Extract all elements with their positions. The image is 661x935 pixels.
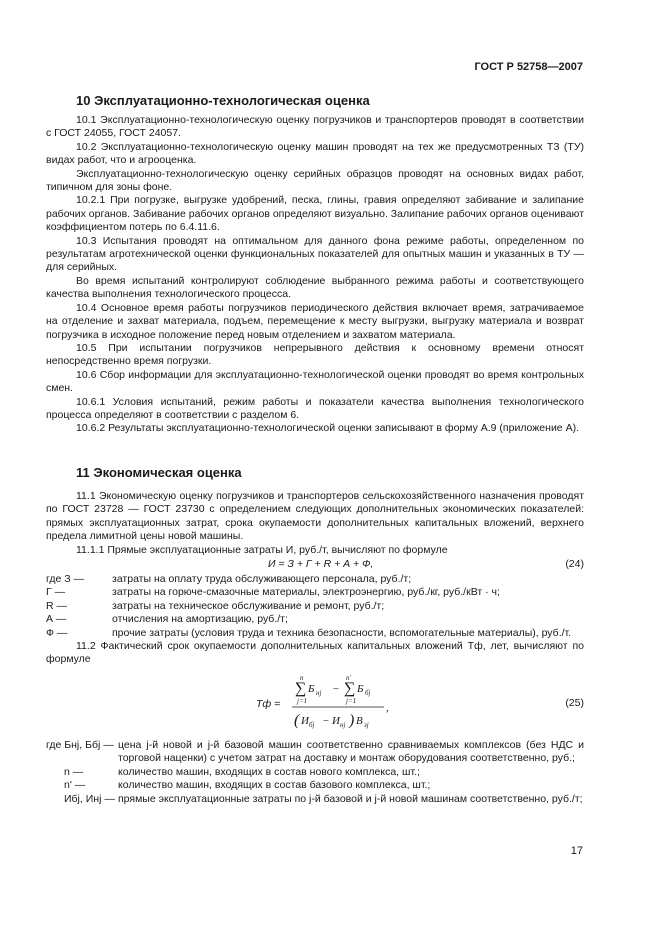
svg-text:j=1: j=1 [297,696,308,705]
section-10-title: 10 Эксплуатационно-технологическая оценка [76,93,370,108]
svg-text:j=1: j=1 [346,696,357,705]
equation-24 [46,557,584,573]
glossary-1 [46,573,584,640]
svg-text:n: n [300,673,304,682]
svg-text:Б: Б [357,682,364,695]
equation-number: (24) [565,558,584,571]
paragraph: 10.2.1 При погрузке, выгрузке удобрений, песка, глины, гравия определяют забивание и залипание рабочих органов. Забивание рабочих органов определяют визуально. Залипание рабочих органов оценивают коэффициентом потерь по 6.4.11.6. [46,194,584,234]
paragraph: 11.1.1 Прямые эксплуатационные затраты И, руб./т, вычисляют по формуле [76,543,448,556]
glossary-item: Ф — прочие затраты (условия труда и техника безопасности, вспомогательные материалы), руб./т. [46,626,572,639]
glossary-2 [46,739,584,806]
svg-text:В: В [356,714,363,727]
section-11-title: 11 Экономическая оценка [76,465,242,480]
svg-text:): ) [349,711,355,729]
section-11-body [46,490,584,806]
page-number: 17 [570,845,583,857]
paragraph: 11.2 Фактический срок окупаемости дополнительных капитальных вложений Tф, лет, вычисляют по формуле [46,640,584,666]
svg-text:Б: Б [308,682,315,695]
svg-text:бj: бj [309,720,315,729]
paragraph: 10.6 Сбор информации для эксплуатационно-технологической оценки проводят во время контрольных смен. [46,368,584,395]
paragraph: Эксплуатационно-технологическую оценку серийных образцов проводят на основных видах работ, типичном для зоны фоне. [46,167,584,194]
glossary-item: Ибj, Инj — прямые эксплуатационные затраты по j-й базовой и j-й новой машинам соответственно, руб./т; [64,792,583,805]
equation-number: (25) [565,696,584,709]
running-header: ГОСТ Р 52758—2007 [474,61,583,73]
svg-text:,: , [386,701,389,714]
glossary-item: Г — затраты на горюче-смазочные материалы, электроэнергию, руб./кг, руб./кВт · ч; [46,586,500,599]
svg-text:∑: ∑ [295,679,307,697]
glossary-item: где Бнj, Ббj — цена j-й новой и j-й базовой машин соответственно сравниваемых комплексов (без НДС и торговой наценки) с учетом затрат на доставку и монтаж оборудования соответственно, руб.; [46,738,584,765]
svg-text:зj: зj [364,720,369,729]
paragraph: 10.6.2 Результаты эксплуатационно-технологической оценки записывают в форму А.9 (приложение А). [76,422,579,435]
fraction-formula [256,671,436,737]
svg-text:нj: нj [340,720,346,729]
equation-25 [46,671,584,737]
svg-text:−: − [332,682,340,695]
glossary-item: n — количество машин, входящих в состав нового комплекса, шт.; [64,765,420,778]
glossary-item: n' — количество машин, входящих в состав базового комплекса, шт.; [64,779,431,792]
glossary-item: А — отчисления на амортизацию, руб./т; [46,613,288,626]
paragraph: 10.1 Эксплуатационно-технологическую оценку погрузчиков и транспортеров проводят в соответствии с ГОСТ 24055, ГОСТ 24057. [46,114,584,140]
svg-text:∑: ∑ [344,679,356,697]
paragraph: Во время испытаний контролируют соблюдение выбранного режима работы и соответствующего качества выполнения технологического процесса. [46,274,584,301]
glossary-item: где З — затраты на оплату труда обслуживающего персонала, руб./т; [46,573,412,586]
paragraph: 10.6.1 Условия испытаний, режим работы и показатели качества выполнения технологического процесса определяют в соответствии с разделом 6. [46,395,584,421]
svg-text:−: − [322,714,330,727]
paragraph: 11.1 Экономическую оценку погрузчиков и транспортеров сельскохозяйственного назначения проводят по ГОСТ 23728 — ГОСТ 23730 с определением следующих дополнительных экономических показателей: прямых эксплуатационных затрат, срока окупаемости дополнительных капитальных вложений, верхнего предела лимитной цены новой машины. [46,490,584,543]
svg-text:n': n' [346,673,351,682]
section-10-body [46,114,584,436]
equation-lhs: Tф = [256,697,281,710]
svg-text:И: И [332,714,340,727]
svg-text:бj: бj [365,688,371,697]
svg-text:нj: нj [316,688,322,697]
paragraph: 10.5 При испытании погрузчиков непрерывного действия к основному времени относят непосредственно время погрузки. [46,341,584,368]
paragraph: 10.2 Эксплуатационно-технологическую оценку машин проводят на тех же предусмотренных ТЗ (ТУ) видах работ, что и агрооценка. [46,140,584,167]
equation-text: И = З + Г + R + А + Ф, [268,558,374,571]
svg-text:(: ( [294,711,300,729]
svg-text:И: И [301,714,309,727]
fraction-svg [292,671,442,737]
paragraph: 10.3 Испытания проводят на оптимальном для данного фона режиме работы, определенном по результатам агротехнической оценки функциональных показателей для опытных машин и указанных в ТУ — для серийных. [46,234,584,274]
glossary-item: R — затраты на техническое обслуживание и ремонт, руб./т; [46,599,385,612]
paragraph: 10.4 Основное время работы погрузчиков периодического действия включает время, затрачиваемое на отделение и захват материала, подъем, перемещение к месту выгрузки, выгрузку материала и возврат погрузчика в исходное положение перед новым отделением и захватом материала. [46,301,584,341]
